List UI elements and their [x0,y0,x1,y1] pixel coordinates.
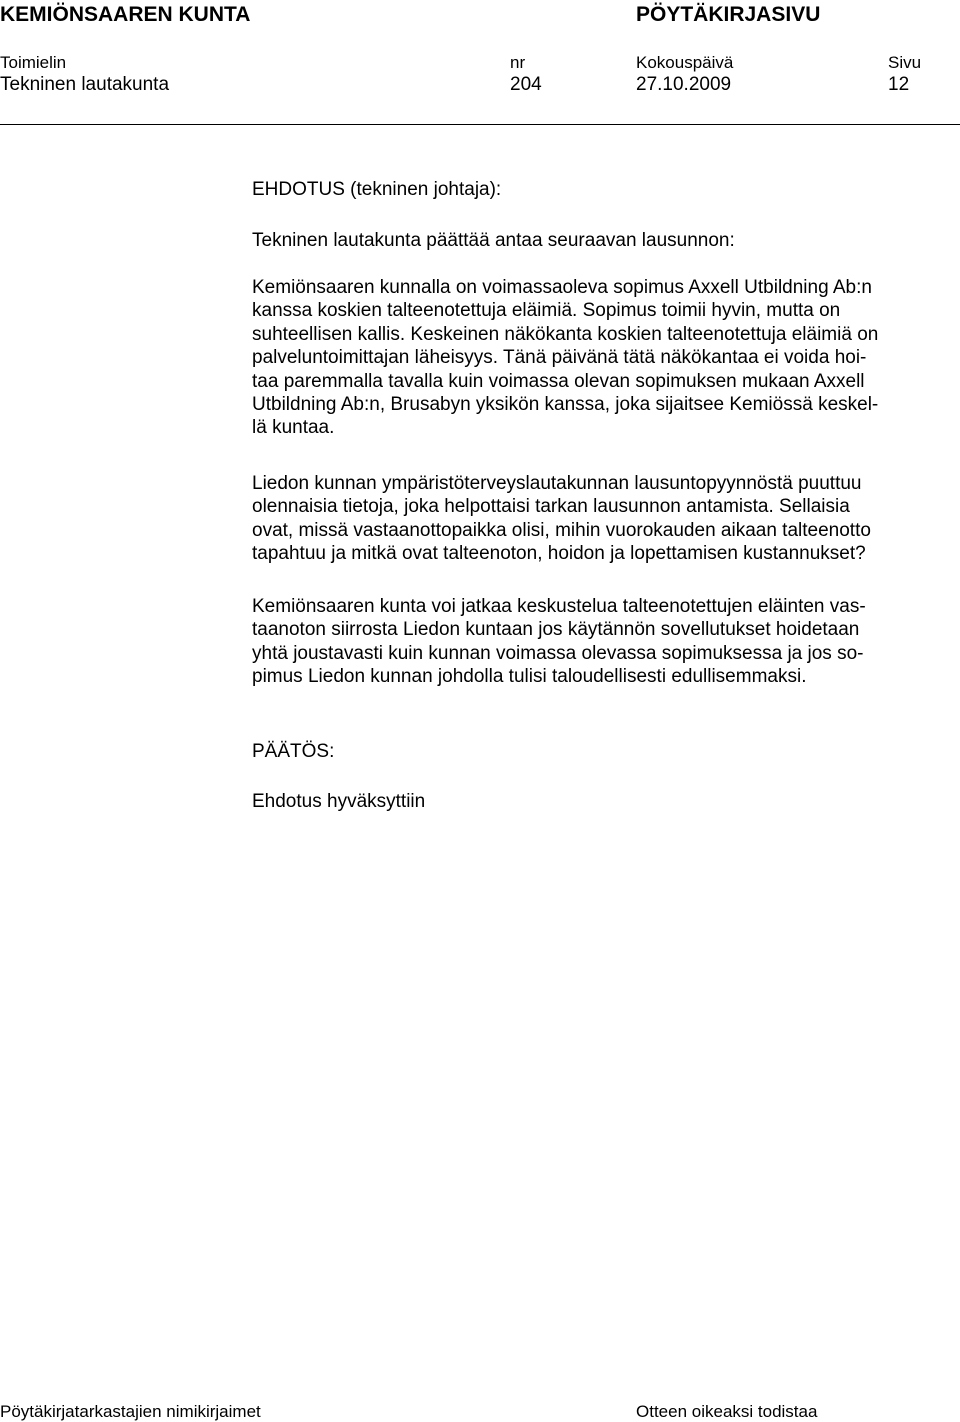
paragraph-line: Utbildning Ab:n, Brusabyn yksikön kanssa, joka sijaitsee Kemiössä keskel- [252,394,879,416]
paragraph-line: yhtä joustavasti kuin kunnan voimassa olevassa sopimuksessa ja jos so- [252,642,864,664]
document-type: PÖYTÄKIRJASIVU [636,3,821,26]
paragraph-line: Kemiönsaaren kunnalla on voimassaoleva sopimus Axxell Utbildning Ab:n [252,277,872,298]
number-value: 204 [510,74,542,95]
decision-text: Ehdotus hyväksyttiin [252,791,426,812]
paragraph-line: olennaisia tietoja, joka helpottaisi tarkan lausunnon antamista. Sellaisia [252,496,850,518]
body-label: Toimielin [0,53,67,72]
paragraph-line: lä kuntaa. [252,417,335,439]
paragraph-2 [252,472,960,566]
paragraph-line: kanssa koskien talteenotettuja eläimiä. Sopimus toimii hyvin, mutta on [252,300,841,322]
decision-heading: PÄÄTÖS: [252,741,335,762]
paragraph-1 [252,276,960,440]
paragraph-line: taanoton siirrosta Liedon kuntaan jos käytännön sovellutukset hoidetaan [252,619,860,641]
proposal-intro: Tekninen lautakunta päättää antaa seuraavan lausunnon: [252,230,735,251]
footer-certified-copy: Otteen oikeaksi todistaa [636,1402,818,1421]
paragraph-line: Kemiönsaaren kunta voi jatkaa keskustelua talteenotettujen eläinten vas- [252,596,866,617]
meeting-date-label: Kokouspäivä [636,53,734,72]
number-label: nr [510,53,526,72]
municipality-name: KEMIÖNSAAREN KUNTA [0,3,251,26]
proposal-heading: EHDOTUS (tekninen johtaja): [252,179,502,200]
paragraph-line: palveluntoimittajan läheisyys. Tänä päivänä tätä näkökantaa ei voida hoi- [252,347,867,369]
paragraph-3 [252,595,960,689]
paragraph-line: taa paremmalla tavalla kuin voimassa olevan sopimuksen mukaan Axxell [252,370,865,392]
meeting-date-value: 27.10.2009 [636,74,732,95]
paragraph-line: suhteellisen kallis. Keskeinen näkökanta koskien talteenotettuja eläimiä on [252,323,879,345]
page-number-value: 12 [888,74,910,95]
paragraph-line: Liedon kunnan ympäristöterveyslautakunnan lausuntopyynnöstä puuttuu [252,473,862,494]
paragraph-line: ovat, missä vastaanottopaikka olisi, mihin vuorokauden aikaan talteenotto [252,519,871,541]
page-label: Sivu [888,53,922,72]
footer-inspectors-initials: Pöytäkirjatarkastajien nimikirjaimet [0,1402,261,1421]
header-divider [0,124,960,125]
paragraph-line: pimus Liedon kunnan johdolla tulisi taloudellisesti edullisemmaksi. [252,666,807,688]
paragraph-line: tapahtuu ja mitkä ovat talteenoton, hoidon ja lopettamisen kustannukset? [252,543,866,565]
body-value: Tekninen lautakunta [0,74,170,95]
